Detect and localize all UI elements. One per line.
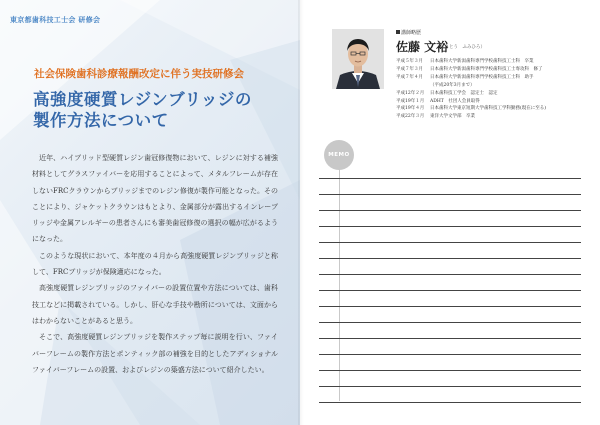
memo-rule-line — [319, 226, 581, 227]
profile-entry: （平成20年3月まで） — [430, 82, 475, 88]
memo-rule-line — [319, 242, 581, 243]
article-body — [32, 150, 278, 378]
lecturer-name-reading: （さとう ふみひろ） — [440, 45, 485, 50]
memo-rule-line — [319, 258, 581, 259]
profile-entry: 平成19年４月 日本歯科大学東京短期大学歯科技工学科勤務(現在に至る) — [396, 106, 547, 112]
memo-badge: MEMO — [324, 140, 354, 170]
memo-rule-line — [319, 354, 581, 355]
memo-rule-line — [319, 370, 581, 371]
profile-entry: 平成22年３月 東洋大学文学部 卒業 — [396, 114, 475, 120]
memo-rule-line — [319, 274, 581, 275]
memo-rule-line — [319, 194, 581, 195]
profile-entry: 平成７年３月 日本歯科大学新潟歯科専門学校歯科技工士専攻科 修了 — [396, 66, 543, 72]
memo-rule-line — [319, 402, 581, 403]
memo-rule-line — [319, 306, 581, 307]
profile-entry: 平成19年１月 ADHT 社団人会員取得 — [396, 98, 480, 104]
body-paragraph: 高強度硬質レジンブリッジのファイバーの設置位置や方法については、歯科技工などに掲載されている。しかし、肝心な手技や勘所については、文面からはわからないことがあると思う。 — [32, 284, 278, 325]
body-paragraph: 近年、ハイブリッド型硬質レジン歯冠修復物において、レジンに対する補強材料としてグラスファイバーを応用することによって、メタルフレームが存在しないFRCクラウンからブリッジまでのレジン修復が製作可能となった。そのことにより、ジャケットクラウンはもとより、金属部分が露出するインレーブリッジや金属アレルギーの患者さんにも審美歯冠修復の選択の幅が広がるようになった。 — [32, 154, 278, 244]
memo-rule-line — [319, 210, 581, 211]
body-paragraph: このような現状において、本年度の４月から高強度硬質レジンブリッジと称して、FRCブリッジが保険適応になった。 — [32, 251, 278, 277]
profile-entry: 平成７年４月 日本歯科大学新潟歯科専門学校歯科技工士科 助手 — [396, 74, 534, 80]
profile-section-label: 講師略歴 — [396, 29, 421, 36]
memo-rule-line — [319, 338, 581, 339]
memo-rule-line — [319, 290, 581, 291]
article-subtitle: 社会保険歯科診療報酬改定に伴う実技研修会 — [34, 68, 244, 80]
lecturer-name: 佐藤 文裕 — [396, 40, 449, 54]
organization-label: 東京都歯科技工士会 研修会 — [10, 16, 101, 24]
memo-ruled-area[interactable] — [319, 0, 581, 425]
article-title-line-1: 高強度硬質レジンブリッジの — [33, 90, 252, 109]
memo-rule-line — [319, 178, 581, 179]
profile-entry: 平成12年２月 日本歯科技工学会 認定士 認定 — [396, 90, 498, 96]
article-title-line-2: 製作方法について — [33, 111, 169, 130]
profile-entry: 平成５年３月 日本歯科大学新潟歯科専門学校歯科技工士科 卒業 — [396, 59, 534, 64]
memo-rule-line — [319, 386, 581, 387]
memo-rule-line — [319, 322, 581, 323]
body-paragraph: そこで、高強度硬質レジンブリッジを製作ステップ毎に説明を行い、ファイバーフレームの製作方法とポンティック部の補強を目的としたアディショナルファイバーフレームの設置、およびレジンの築盛方法について紹介したい。 — [32, 333, 278, 374]
